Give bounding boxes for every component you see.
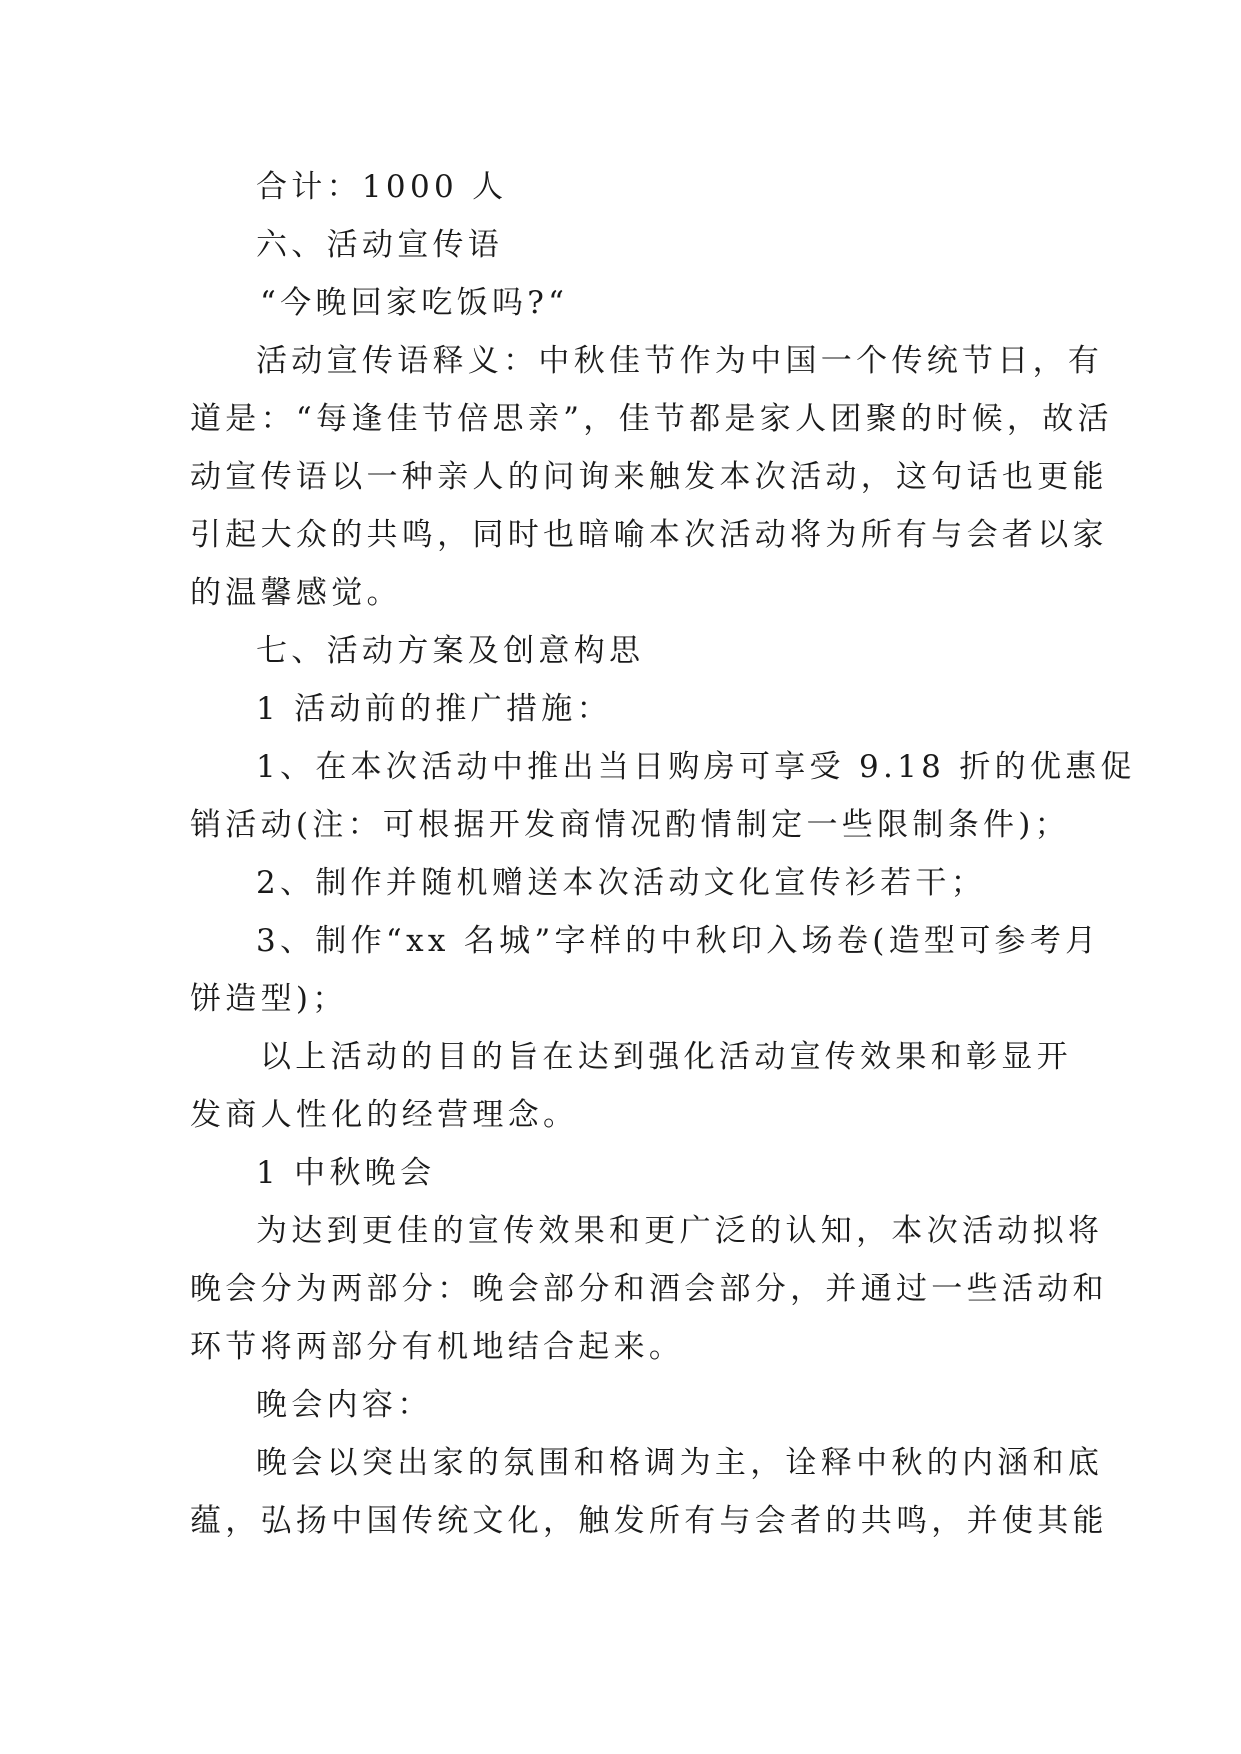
text-line: 合计：1000 人 <box>256 169 508 205</box>
paragraph-line: 以上活动的目的旨在达到强化活动宣传效果和彰显开 <box>260 1039 1072 1075</box>
document-body <box>190 158 1136 1550</box>
subsection-heading: 晚会内容： <box>256 1387 433 1423</box>
subsection-heading: 1 活动前的推广措施： <box>256 691 612 727</box>
list-item-continuation: 销活动(注：可根据开发商情况酌情制定一些限制条件)； <box>190 807 1070 843</box>
list-item-continuation: 饼造型)； <box>190 981 348 1017</box>
paragraph-line: 活动宣传语释义：中秋佳节作为中国一个传统节日，有 <box>256 343 1104 379</box>
list-item: 1、在本次活动中推出当日购房可享受 9.18 折的优惠促 <box>256 749 1136 785</box>
paragraph-line: 环节将两部分有机地结合起来。 <box>190 1329 685 1365</box>
paragraph-line: 蕴，弘扬中国传统文化，触发所有与会者的共鸣，并使其能 <box>190 1503 1108 1539</box>
slogan-line: “今晚回家吃饭吗?“ <box>260 285 569 321</box>
list-item: 2、制作并随机赠送本次活动文化宣传衫若干； <box>256 865 987 901</box>
paragraph-line: 发商人性化的经营理念。 <box>190 1097 579 1133</box>
section-heading: 六、活动宣传语 <box>256 227 504 263</box>
paragraph-line: 道是：“每逢佳节倍思亲”，佳节都是家人团聚的时候，故活 <box>190 401 1113 437</box>
paragraph-line: 为达到更佳的宣传效果和更广泛的认知，本次活动拟将 <box>256 1213 1104 1249</box>
paragraph-line: 引起大众的共鸣，同时也暗喻本次活动将为所有与会者以家 <box>190 517 1108 553</box>
paragraph-line: 晚会分为两部分：晚会部分和酒会部分，并通过一些活动和 <box>190 1271 1108 1307</box>
list-item: 3、制作“xx 名城”字样的中秋印入场卷(造型可参考月 <box>256 923 1101 959</box>
subsection-heading: 1 中秋晚会 <box>256 1155 436 1191</box>
section-heading: 七、活动方案及创意构思 <box>256 633 645 669</box>
paragraph-line: 的温馨感觉。 <box>190 575 402 611</box>
paragraph-line: 晚会以突出家的氛围和格调为主，诠释中秋的内涵和底 <box>256 1445 1104 1481</box>
paragraph-line: 动宣传语以一种亲人的问询来触发本次活动，这句话也更能 <box>190 459 1108 495</box>
